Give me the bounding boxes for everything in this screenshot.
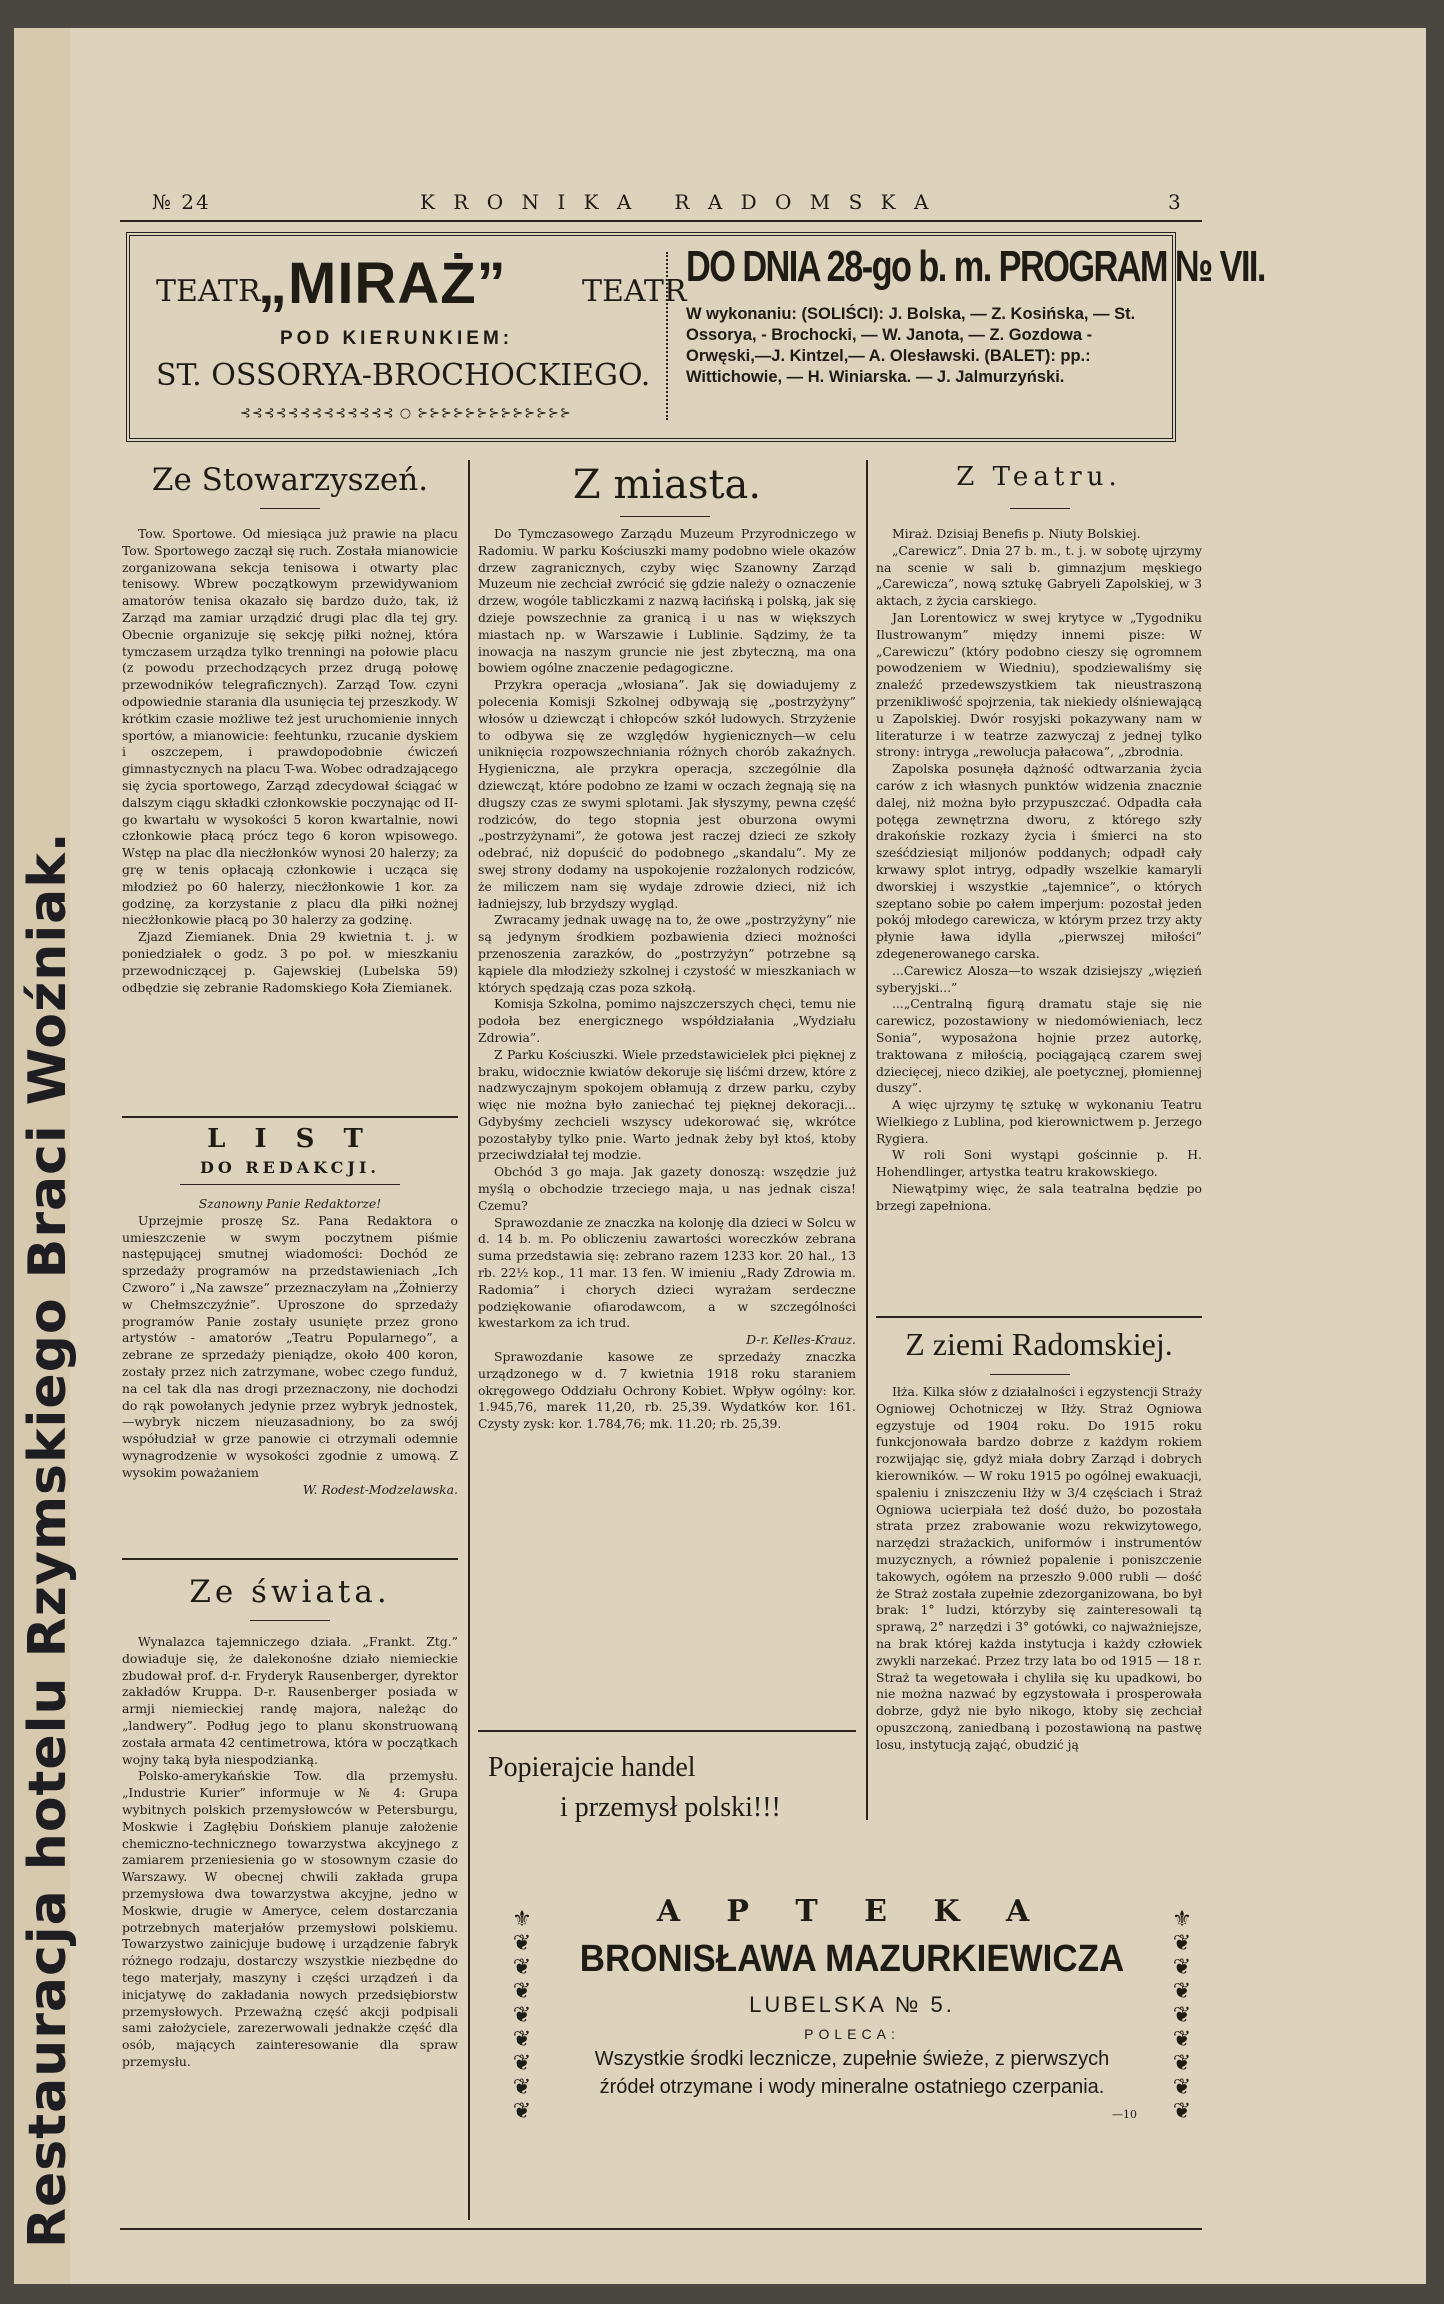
- article-zapolska: Zapolska posunęła dążność odtwarzania życia carów z ich własnych punktów widzenia znacznie dalej, niż można było przypuszczać. Odpadła cała potęga zewnętrzna dworu, z którego szły drakońskie rozkazy życia i śmierci na sto sześćdziesiąt miljonów poddanych; odpadł cały krwawy splot intryg, odpadły wszelkie kamaryli dworskiej i wszystkie „tajemnice”, o których szeptano sobie po całem imperjum: pozostał jeden pokój młodego carewicza, w którym przez trzy akty płynie ława idylla „pierwszej miłości” zdegenerowanego carska.: [876, 761, 1202, 961]
- section-rule: [478, 1730, 856, 1732]
- director-name: ST. OSSORYA-BROCHOCKIEGO.: [156, 358, 651, 393]
- column-letter: [122, 1196, 458, 1498]
- slogan-line-2: i przemysł polski!!!: [560, 1792, 781, 1823]
- heading-rule: [260, 508, 320, 509]
- column-miasta: [478, 526, 856, 1433]
- article-wykonanie: A więc ujrzymy tę sztukę w wykonaniu Teatru Wielkiego z Lublina, pod kierownictwem p. Jerzego Rygiera.: [876, 1097, 1202, 1146]
- footer-rule: [120, 2228, 1202, 2230]
- article-lorentowicz: Jan Lorentowicz w swej krytyce w „Tygodniku Ilustrowanym” między innemi pisze: W „Carewiczu” (który podobno cieszy się ogromnem powodzeniem w Wiedniu), spodziewaliśmy się znaleźć przedewszystkiem tak nieustraszoną przenikliwość spojrzenia, tak niekiedy olśniewającą u Zapolskiej. Dwór rosyjski pokazywany nam w literaturze i w teatrze zazwyczaj z jednej tylko strony: intryga „rewolucja pałacowa”, „zbrodnia.: [876, 609, 1202, 760]
- section-heading-miasta: Z miasta.: [572, 462, 762, 508]
- pharmacy-offer-line-2: źródeł otrzymane i wody mineralne ostatniego czerpania.: [599, 2076, 1105, 2098]
- ornament-left: ⚜ ❦ ❦ ❦ ❦ ❦ ❦ ❦ ❦: [512, 1907, 532, 2124]
- issue-number: № 24: [152, 190, 211, 214]
- theater-advertisement: [126, 232, 1265, 442]
- article-zjazd-ziemianek: Zjazd Ziemianek. Dnia 29 kwietnia t. j. w poniedziałek o godz. 3 po poł. w mieszkaniu przewodniczącej p. Gajewskiej (Lubelska 59) odbędzie się zebranie Radomskiego Koła Ziemianek.: [122, 929, 458, 995]
- letter-subtitle: DO REDAKCJI.: [200, 1158, 380, 1177]
- article-tow-sportowe: Tow. Sportowe. Od miesiąca już prawie na placu Tow. Sportowego zaczął się ruch. Została mianowicie zorganizowana sekcja tenisowa i otwarty plac tenisowy. Wbrew początkowym przewidywaniom amatorów tenisa okazało się bardzo dużo, tak, iż Zarząd ma zamiar urządzić drugi plac dla tej gry. Obecnie organizuje się sekcję piłki nożnej, która tymczasem urządza tylko trenningi na połowie placu (z powodu przechodzących przez drugą połowę przewodników telegraficznych). Zarząd Tow. czyni odpowiednie starania dla usunięcia tej przeszkody. W krótkim czasie możliwe też jest uruchomienie innych sportów, a mianowicie: feehtunku, rzucanie dyskiem i oszczepem, i prawdopodobnie ćwiczeń gimnastycznych na placu T-wa. Wobec odradzającego się życia sportowego, Zarząd zdecydował ściągać w dalszym ciągu składki członkowskie poczynając od II-go kwartału w wysokości 5 koron kwartalnie, nowi członkowie płacą prócz tego 6 koron wpisowego. Wstęp na plac dla niecżłonków wynosi 20 halerzy; za grę w tenis opłacają członkowie i ucząca się młodzież po 60 halerzy, niecżłonkowie 1 kor. za godzinę, za korzystanie z placu dla piłki nożnej niecżłonkowie płacą po 30 halerzy za godzinę.: [122, 526, 458, 928]
- article-polsko-amerykanskie: Polsko-amerykańskie Tow. dla przemysłu. „Industrie Kurier” informuje w № 4: Grupa wybitnych polskich przemysłowców w Petersburgu, Moskwie i Zagłębiu Dońskiem planuje założenie chemiczno-technicznego towarzystwa akcyjnego z zamiarem przeniesienia go w stosownym czasie do Warszawy. W obecnej chwili zakłada grupa przemysłowa dwa towarzystwa akcyjne, jedno w Moskwie, drugie w Ameryce, celem dostarczania potrzebnych materjałów przemysłowi polskiemu. Towarzystwo zainicjuje budowę i urządzenie fabryk różnego rodzaju, dostarczy wszystkie niezbędne do tego materjały, maszyny i części urządzeń i da inicjatywę do zakładania nowych przedsiębiorstw przemysłowych. Przeważną część akcji podpisali sami założyciele, zarezerwowali jednakże część dla osób, mających zainteresowanie dla spraw przemysłu.: [122, 1768, 458, 2069]
- article-komisja-szkolna: Komisja Szkolna, pomimo najszczerszych chęci, temu nie podoła bez energicznego współdziałania „Wydziału Zdrowia”.: [478, 996, 856, 1045]
- article-centralna-figura: ...„Centralną figurą dramatu staje się nie carewicz, pozostawiony w niedomówieniach, lecz Sonia”, wyposażona hojnie przez autorkę, traktowana z miłością, pociągającą czarem swej dziecięcej, nieco dzikiej, ale poetycznej, płomiennej duszy”.: [876, 996, 1202, 1096]
- slogan-line-1: Popierajcie handel: [488, 1752, 696, 1783]
- column-swiata: [122, 1634, 458, 2071]
- article-wynalazca: Wynalazca tajemniczego działa. „Frankt. Ztg.” dowiaduje się, że dalekonośne działo niemieckie zbudował prof. d-r. Fryderyk Rausenberger, dyrektor zakładów Kruppa. D-r. Rausenberger posiada w armji niemieckiej randę majora, należąc do „landwery”. Podług jego to planu skonstruowaną została armata 42 centimetrowa, która w początkach wojny taką była niespodzianką.: [122, 1634, 458, 1767]
- teatr-right-label: TEATR: [582, 274, 687, 309]
- article-alosza: ...Carewicz Alosza—to wszak dzisiejszy „więzień syberyjski...”: [876, 962, 1202, 995]
- column-teatru: [876, 526, 1202, 1215]
- heading-rule: [250, 1620, 330, 1621]
- header-rule: [120, 220, 1202, 222]
- pharmacy-advertisement: [492, 1868, 1212, 2158]
- letter-body: Uprzejmie proszę Sz. Pana Redaktora o umieszczenie w swym poczytnem piśmie następującej smutnej wiadomości: Dochód ze sprzedaży programów na przedstawieniach „Ich Czworo” i „Na zawsze” przeznaczyłam na „Żołnierzy w Chełmszczyźnie”. Uproszone do sprzedaży programów Panie zostały usunięte przez grono artystów - amatorów „Teatru Popularnego”, a zebrane ze sprzedaży pieniądze, około 400 koron, zostały przez nich zatrzymane, wobec czego funduż, na cel tak dla nas drogi przeznaczony, nie dochodzi do rąk powołanych jedynie przez wybryk jednostek,—wybryk niczem nieuzasadniony, bo za swój współudział w grze panowie ci otrzymali odemnie wynagrodzenie w wysokości zgodnie z umową. Z wysokim poważaniem: [122, 1212, 458, 1480]
- side-advertisement-text: Restauracja hotelu Rzymskiego Braci Woźniak.: [18, 831, 78, 2248]
- section-heading-ziemi-radomskiej: Z ziemi Radomskiej.: [905, 1326, 1173, 1362]
- article-sala: Niewątpimy więc, że sala teatralna będzie po brzegi zapełniona.: [876, 1181, 1202, 1213]
- article-miraz-benefis: Miraż. Dzisiaj Benefis p. Niuty Bolskiej.: [892, 526, 1141, 541]
- section-rule: [876, 1316, 1202, 1318]
- ad-code: —10: [1112, 2108, 1137, 2121]
- column-stowarzyszenia: [122, 526, 458, 996]
- column-ziemi-radomskiej: [876, 1384, 1202, 1754]
- theater-name: „MIRAŻ”: [258, 251, 507, 316]
- pharmacy-owner: BRONISŁAWA MAZURKIEWICZA: [579, 1938, 1125, 1980]
- heading-rule: [620, 516, 710, 517]
- article-ilza: Iłża. Kilka słów z działalności i egzystencji Straży Ogniowej Ochotniczej w Iłży. Straż Ogniowa egzystuje od 1904 roku. Do 1915 roku funkcjonowała bardzo dobrze z każdym rokiem rozwijając się, gdyż miała dobry Zarząd i dobrych kierowników. — W roku 1915 po ogólnej ewakuacji, spaleniu i zniszczeniu Iłży w 3/4 częściach i Straż Ogniowa ucierpiała też dość dużo, bo pozostała strata przez zrabowanie wozu rekwizytowego, narzędzi strażackich, uniformów i instrumentów muzycznych, a również popalenie i poniszczenie takowych, ogółem na przeszło 9.000 rubli — dość że Straż została zupełnie zdezorganizowana, bo był brak: 1° ludzi, którzyby się zainteresowali tą sprawą, 2° narzędzi i 3° gotówki, co najważniejsze, na brak której każda instytucja i każdy człowiek zwykli narzekać. Przez trzy lata bo od 1915 — 18 r. Straż ta wegetowała i chyliła się ku upadkowi, bo nie można nazwać by egzystowała i prosperowała dobrze, gdyż nie było nikogo, ktoby się zechciał opuszczoną, zaniedbaną i pozostawioną na pastwę losu, instytucją zająć, obudzić ją: [876, 1384, 1202, 1752]
- pharmacy-title: A P T E K A: [656, 1894, 1048, 1929]
- heading-rule: [1010, 508, 1070, 509]
- letter-salutation: Szanowny Panie Redaktorze!: [198, 1196, 382, 1211]
- pharmacy-poleca: POLECA:: [804, 2026, 900, 2042]
- teatr-left-label: TEATR: [156, 274, 261, 309]
- side-advertisement-strip: [14, 28, 78, 2284]
- article-rola-soni: W roli Soni wystąpi gościnnie p. H. Hohendlinger, artystka teatru krakowskiego.: [876, 1147, 1202, 1180]
- ornament-right: ⚜ ❦ ❦ ❦ ❦ ❦ ❦ ❦ ❦: [1172, 1907, 1192, 2124]
- section-rule: [122, 1558, 458, 1560]
- section-heading-stowarzyszenia: Ze Stowarzyszeń.: [151, 462, 429, 498]
- newspaper-title: K R O N I K A R A D O M S K A: [420, 190, 935, 214]
- column-divider: [866, 460, 868, 1820]
- article-muzeum: Do Tymczasowego Zarządu Muzeum Przyrodniczego w Radomiu. W parku Kościuszki mamy podobno wiele okazów drzew zagranicznych, czyby więc Szanowny Zarząd Muzeum nie zechciał zwrócić się gdzie należy o oznaczenie drzew, wogóle tabliczkami z nazwą łacińską i polską, jak się dzieje powszechnie za granicą i u nas w większych miastach np. w Warszawie i Lublinie. Sądzimy, że ta inowacja na naszym gruncie nie jest zbyteczną, ma ona bowiem ogólne znaczenie pedagogiczne.: [478, 526, 856, 676]
- pharmacy-offer-line-1: Wszystkie środki lecznicze, zupełnie świeże, z pierwszych: [594, 2048, 1110, 2070]
- ad-divider: [666, 252, 674, 420]
- program-title: DO DNIA 28-go b. m. PROGRAM № VII.: [686, 242, 1265, 291]
- article-carewicz: „Carewicz”. Dnia 27 b. m., t. j. w sobotę ujrzymy na scenie w sali b. gimnazjum męskiego „Carewicza”, nową sztukę Gabryeli Zapolskiej, w 3 aktach, z życia carskiego.: [876, 542, 1202, 609]
- letter-title: L I S T: [207, 1124, 373, 1154]
- article-operacja-wlosiana: Przykra operacja „włosiana”. Jak się dowiadujemy z polecenia Komisji Szkolnej odbywają się „postrzyżyny” włosów u dziewcząt i chłopców szkół ludowych. Strzyżenie to odbywa się ze względów hygienicznych—w celu uniknięcia rozpowszechniania różnych chorób zakaźnych. Hygieniczna, ale przykra operacja, szczególnie dla dziewcząt, które podobno ze łzami w oczach żegnają się na długszy czas ze swymi splotami. Jak słyszymy, pewna część rodziców, do tego stopnia jest oburzona owymi „postrzyżynami”, że gotowa jest raczej dzieci ze szkoły odebrać, niż dopuścić do podobnego „skandalu”. My ze swej strony dodamy na uspokojenie rozżalonych rodziców, że miliczem nam się wydaje zdrowie dzieci, niż ich ładniejszy, lub brzydszy wygląd.: [478, 677, 856, 911]
- section-heading-teatru: Z Teatru.: [956, 462, 1122, 492]
- ornament-line: ⊰⊰⊰⊰⊰⊰⊰⊰⊰⊰⊰⊰⊰ ○ ⊱⊱⊱⊱⊱⊱⊱⊱⊱⊱⊱⊱⊱: [240, 406, 572, 421]
- article-obchod-3-maja: Obchód 3 go maja. Jak gazety donoszą: wszędzie już myślą o obchodzie trzeciego maja, u nas jednak cisza! Czemu?: [478, 1164, 856, 1213]
- cast-list: W wykonaniu: (SOLIŚCI): J. Bolska, — Z. Kosińska, — St. Ossorya, - Brochocki, — W. Janota, — Z. Gozdowa - Orwęski,—J. Kintzel,— A. Olesławski. (BALET): pp.: Wittichowie, — H. Winiarska. — J. Jalmurzyński.: [686, 305, 1136, 386]
- section-rule: [122, 1116, 458, 1118]
- heading-rule: [990, 1374, 1070, 1375]
- pharmacy-address: LUBELSKA № 5.: [749, 1992, 955, 2017]
- section-heading-swiata: Ze świata.: [189, 1574, 391, 1610]
- article-sprawozdanie-znaczek: Sprawozdanie ze znaczka na kolonję dla dzieci w Solcu w d. 14 b. m. Po obliczeniu zawartości woreczków zebrana suma przedstawia się: zebrano razem 1233 kor. 20 hal., 13 rb. 22½ kop., 11 mar. 13 fen. W imieniu „Rady Zdrowia m. Radomia” i chorych dzieci wyrażam serdeczne podziękowanie ofiarodawcom, a w szczególności kwestarkom za ich trud.: [478, 1214, 856, 1331]
- column-divider: [468, 460, 470, 2220]
- article-postrzyzyny: Zwracamy jednak uwagę na to, że owe „postrzyżyny” nie są jedynym środkiem pozbawienia dzieci możności przenoszenia zarazków, do „postrzyżyn” potrzebne są kąpiele dla młodzieży szkolnej i czystość w mieszkaniach w których spędzają czas poza szkołą.: [478, 912, 856, 995]
- article-park-kosciuszki: Z Parku Kościuszki. Wiele przedstawicielek płci pięknej z braku, widocznie kwiatów dekoruje się liśćmi drzew, które z nadzwyczajnym spokojem obłamują z drzew parku, czyby więc nie można było zaniechać tej pięknej dekoracji... Gdybyśmy zechcieli wszyscy udekorować się, wkrótce pozostałyby tylko pnie. Warto jednak żeby był ktoś, ktoby przeciwdziałał tej modzie.: [478, 1046, 856, 1163]
- article-signature: D-r. Kelles-Krauz.: [746, 1332, 856, 1348]
- page-number: 3: [1168, 190, 1183, 214]
- direction-label: POD KIERUNKIEM:: [280, 328, 514, 349]
- article-sprawozdanie-kasowe: Sprawozdanie kasowe ze sprzedaży znaczka urządzonego w d. 7 kwietnia 1918 roku staraniem okręgowego Oddziału Ochrony Kobiet. Wpływ ogólny: kor. 1.945,76, marek 11,20, rb. 25,39. Wydatków kor. 161. Czysty zysk: kor. 1.784,76; mk. 11.20; rb. 25,39.: [478, 1349, 856, 1432]
- letter-rule: [180, 1184, 400, 1185]
- letter-signature: W. Rodest-Modzelawska.: [302, 1481, 458, 1497]
